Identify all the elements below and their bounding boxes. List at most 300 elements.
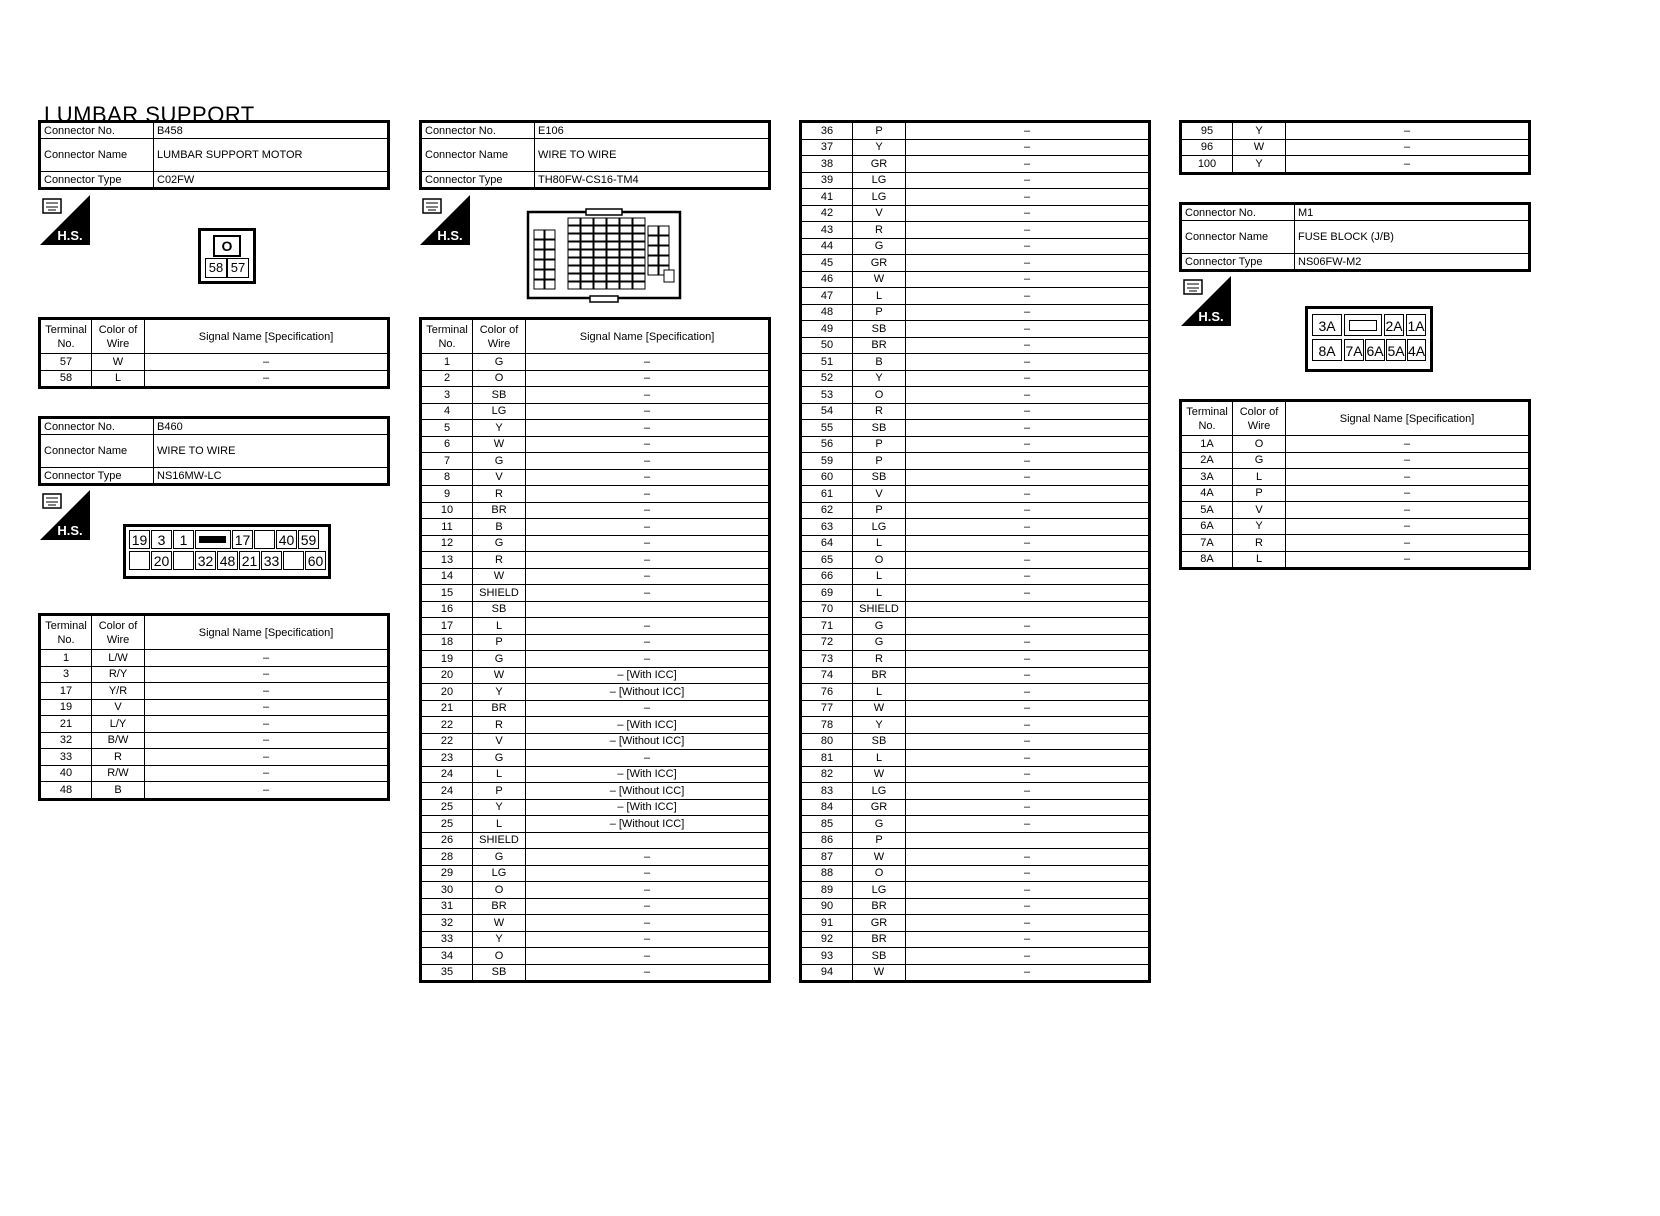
signal-cell: –: [526, 453, 770, 470]
terminal-cell: 25: [421, 816, 473, 833]
terminal-cell: 9: [421, 486, 473, 503]
connector-no: M1: [1295, 204, 1530, 221]
signal-cell: –: [1286, 436, 1530, 453]
signal-cell: –: [906, 189, 1150, 206]
signal-cell: –: [526, 898, 770, 915]
table-row: [421, 535, 770, 552]
pin-cavity: [568, 242, 580, 249]
pin-cavity: [568, 282, 580, 289]
terminal-cell: 11: [421, 519, 473, 536]
wire-color-cell: GR: [853, 156, 906, 173]
pin-cavity: [633, 226, 645, 233]
signal-cell: –: [906, 783, 1150, 800]
pin-cavity: [534, 270, 544, 279]
wire-color-cell: R/Y: [92, 666, 145, 683]
table-row: [421, 436, 770, 453]
signal-cell: –: [145, 716, 389, 733]
pin-cavity: [659, 256, 669, 265]
terminal-cell: 47: [801, 288, 853, 305]
terminal-cell: 1: [40, 650, 92, 667]
pin-cavity: [633, 266, 645, 273]
table-row: [421, 354, 770, 371]
terminal-cell: 18: [421, 634, 473, 651]
table-row: [421, 469, 770, 486]
table-row: [801, 387, 1150, 404]
pin-cavity: 2A: [1384, 314, 1404, 336]
connector-face-m1: [1305, 306, 1433, 372]
connector-name: LUMBAR SUPPORT MOTOR: [154, 139, 389, 172]
signal-cell: –: [906, 139, 1150, 156]
terminal-cell: 83: [801, 783, 853, 800]
pin-cavity: [581, 266, 593, 273]
pin-cavity: [659, 246, 669, 255]
signal-cell: –: [906, 799, 1150, 816]
signal-cell: –: [1286, 502, 1530, 519]
table-row: [801, 321, 1150, 338]
signal-cell: – [Without ICC]: [526, 684, 770, 701]
pin-cavity: [607, 234, 619, 241]
wire-color-cell: L: [1233, 469, 1286, 486]
color-of-wire-header: Color of Wire: [473, 319, 526, 354]
terminal-cell: 34: [421, 948, 473, 965]
signal-name-header: Signal Name [Specification]: [145, 615, 389, 650]
signal-cell: –: [145, 765, 389, 782]
signal-cell: –: [1286, 469, 1530, 486]
table-row: [40, 370, 389, 388]
signal-cell: –: [906, 651, 1150, 668]
table-row: [801, 931, 1150, 948]
signal-cell: –: [1286, 139, 1530, 156]
pin-cavity: [534, 240, 544, 249]
table-row: [801, 486, 1150, 503]
pin-cavity: [545, 260, 555, 269]
terminal-cell: 50: [801, 337, 853, 354]
terminal-cell: 54: [801, 403, 853, 420]
pin-cavity: 21: [239, 551, 260, 570]
table-row: [801, 948, 1150, 965]
signal-cell: –: [906, 304, 1150, 321]
terminal-cell: 3: [421, 387, 473, 404]
signal-name-header: Signal Name [Specification]: [1286, 401, 1530, 436]
pin-cavity: 4A: [1407, 339, 1426, 361]
table-row: [40, 354, 389, 371]
pin-cavity: [581, 282, 593, 289]
pin-cavity: [545, 270, 555, 279]
signal-cell: [526, 832, 770, 849]
wire-color-cell: LG: [853, 189, 906, 206]
table-row: [801, 667, 1150, 684]
terminal-cell: 14: [421, 568, 473, 585]
signal-cell: [526, 601, 770, 618]
pin-cavity: [648, 256, 658, 265]
terminal-cell: 24: [421, 766, 473, 783]
wire-color-cell: O: [853, 387, 906, 404]
lock-tab: [195, 530, 231, 549]
table-row: [801, 684, 1150, 701]
connector-info-e106: [419, 120, 771, 190]
wire-color-cell: V: [853, 205, 906, 222]
signal-cell: –: [526, 486, 770, 503]
wire-color-cell: SB: [853, 420, 906, 437]
wire-color-cell: W: [853, 271, 906, 288]
pin-cavity: [607, 242, 619, 249]
table-row: [421, 403, 770, 420]
pin-cavity: 60: [305, 551, 326, 570]
pin-cavity: [283, 551, 304, 570]
table-row: [421, 964, 770, 982]
terminal-cell: 49: [801, 321, 853, 338]
table-row: [421, 502, 770, 519]
pin-cavity: [620, 250, 632, 257]
signal-cell: –: [145, 650, 389, 667]
wire-color-cell: SB: [473, 964, 526, 982]
signal-cell: –: [145, 683, 389, 700]
table-row: [421, 420, 770, 437]
table-row: [1181, 139, 1530, 156]
wire-color-cell: W: [853, 964, 906, 982]
terminal-cell: 63: [801, 519, 853, 536]
table-row: [421, 601, 770, 618]
harness-side-icon: [40, 490, 90, 540]
terminal-cell: 74: [801, 667, 853, 684]
pin-cavity: [620, 258, 632, 265]
signal-cell: –: [906, 585, 1150, 602]
terminal-no-header: Terminal No.: [40, 615, 92, 650]
terminal-cell: 28: [421, 849, 473, 866]
signal-cell: –: [526, 882, 770, 899]
table-row: [421, 552, 770, 569]
table-row: [801, 288, 1150, 305]
table-row: [801, 403, 1150, 420]
signal-cell: –: [145, 370, 389, 388]
signal-cell: –: [906, 453, 1150, 470]
signal-cell: –: [906, 898, 1150, 915]
signal-cell: –: [906, 964, 1150, 982]
label-connector-name: Connector Name: [421, 139, 535, 172]
table-row: [40, 782, 389, 800]
signal-cell: –: [906, 337, 1150, 354]
wire-color-cell: SB: [853, 733, 906, 750]
terminal-cell: 88: [801, 865, 853, 882]
signal-cell: –: [145, 749, 389, 766]
wire-color-cell: W: [853, 849, 906, 866]
pin-cavity: [620, 242, 632, 249]
table-row: [1181, 502, 1530, 519]
signal-cell: –: [1286, 518, 1530, 535]
pin-table-e106: [419, 317, 771, 983]
pin-cavity: 33: [261, 551, 282, 570]
table-row: [421, 849, 770, 866]
signal-cell: –: [1286, 156, 1530, 174]
wire-color-cell: O: [473, 948, 526, 965]
signal-cell: –: [906, 469, 1150, 486]
terminal-cell: 76: [801, 684, 853, 701]
wire-color-cell: V: [853, 486, 906, 503]
terminal-cell: 23: [421, 750, 473, 767]
table-row: [801, 964, 1150, 982]
signal-cell: –: [526, 568, 770, 585]
wire-color-cell: O: [1233, 436, 1286, 453]
terminal-cell: 61: [801, 486, 853, 503]
wire-color-cell: B: [92, 782, 145, 800]
pin-cavity: [594, 218, 606, 225]
label-connector-no: Connector No.: [40, 418, 154, 435]
terminal-cell: 13: [421, 552, 473, 569]
table-row: [801, 436, 1150, 453]
table-row: [801, 222, 1150, 239]
table-row: [421, 585, 770, 602]
harness-side-icon: [420, 195, 470, 245]
signal-cell: –: [906, 436, 1150, 453]
wire-color-cell: L: [853, 585, 906, 602]
connector-name: WIRE TO WIRE: [154, 435, 389, 468]
pin-cavity: [568, 226, 580, 233]
wire-color-cell: GR: [853, 915, 906, 932]
signal-cell: –: [526, 865, 770, 882]
hs-label: H.S.: [437, 228, 463, 243]
signal-cell: –: [526, 403, 770, 420]
signal-cell: –: [906, 122, 1150, 140]
terminal-cell: 32: [421, 915, 473, 932]
wire-color-cell: Y: [853, 139, 906, 156]
signal-cell: –: [526, 700, 770, 717]
pin-cavity: [633, 274, 645, 281]
signal-cell: –: [906, 915, 1150, 932]
table-row: [421, 799, 770, 816]
table-row: [801, 915, 1150, 932]
table-row: [801, 271, 1150, 288]
table-row: [421, 865, 770, 882]
terminal-cell: 15: [421, 585, 473, 602]
pin-cavity: [607, 250, 619, 257]
pin-cavity: [648, 236, 658, 245]
table-row: [801, 205, 1150, 222]
table-row: [1181, 469, 1530, 486]
pin-cavity: [620, 266, 632, 273]
pin-cavity: 40: [276, 530, 297, 549]
wire-color-cell: G: [853, 618, 906, 635]
wire-color-cell: R: [473, 552, 526, 569]
pin-cavity: [545, 250, 555, 259]
signal-cell: –: [526, 651, 770, 668]
terminal-cell: 69: [801, 585, 853, 602]
connector-name: FUSE BLOCK (J/B): [1295, 221, 1530, 254]
terminal-cell: 5: [421, 420, 473, 437]
terminal-cell: 44: [801, 238, 853, 255]
signal-cell: –: [906, 486, 1150, 503]
signal-cell: –: [906, 717, 1150, 734]
pin-cavity: [594, 242, 606, 249]
terminal-cell: 31: [421, 898, 473, 915]
wire-color-cell: G: [473, 651, 526, 668]
signal-cell: –: [906, 667, 1150, 684]
pin-cavity: [534, 230, 544, 239]
wire-color-cell: B: [473, 519, 526, 536]
table-row: [421, 700, 770, 717]
table-row: [801, 502, 1150, 519]
terminal-cell: 6A: [1181, 518, 1233, 535]
harness-side-icon: [1181, 276, 1231, 326]
terminal-cell: 8A: [1181, 551, 1233, 569]
terminal-cell: 19: [40, 699, 92, 716]
terminal-cell: 4: [421, 403, 473, 420]
terminal-cell: 1A: [1181, 436, 1233, 453]
signal-cell: –: [906, 420, 1150, 437]
signal-cell: –: [906, 370, 1150, 387]
hs-label: H.S.: [57, 523, 83, 538]
signal-cell: –: [906, 568, 1150, 585]
signal-cell: –: [906, 700, 1150, 717]
wire-color-cell: G: [473, 849, 526, 866]
wire-color-cell: Y: [853, 370, 906, 387]
signal-cell: – [With ICC]: [526, 799, 770, 816]
wire-color-cell: W: [473, 568, 526, 585]
table-row: [421, 717, 770, 734]
wire-color-cell: P: [473, 783, 526, 800]
pin-table-e106-continued: [1179, 120, 1531, 175]
terminal-cell: 7A: [1181, 535, 1233, 552]
pin-cavity: [545, 230, 555, 239]
pin-cavity: [534, 260, 544, 269]
wire-color-cell: SHIELD: [473, 832, 526, 849]
wire-color-cell: G: [473, 535, 526, 552]
wire-color-cell: LG: [473, 403, 526, 420]
wire-color-cell: LG: [853, 172, 906, 189]
hs-label: H.S.: [1198, 309, 1224, 324]
table-row: [421, 766, 770, 783]
pin-cavity: 1A: [1406, 314, 1426, 336]
table-row: [421, 750, 770, 767]
pin-cavity: [620, 226, 632, 233]
signal-cell: – [Without ICC]: [526, 816, 770, 833]
table-row: [801, 651, 1150, 668]
wire-color-cell: L: [853, 750, 906, 767]
wire-color-cell: L: [853, 535, 906, 552]
table-row: [40, 683, 389, 700]
wire-color-cell: Y: [1233, 156, 1286, 174]
wire-color-cell: W: [853, 700, 906, 717]
table-row: [421, 733, 770, 750]
terminal-cell: 2A: [1181, 452, 1233, 469]
wire-color-cell: W: [92, 354, 145, 371]
pin-cavity: [633, 234, 645, 241]
table-row: [40, 716, 389, 733]
pin-cavity: 48: [217, 551, 238, 570]
wire-color-cell: W: [1233, 139, 1286, 156]
table-row: [421, 882, 770, 899]
terminal-cell: 1: [421, 354, 473, 371]
table-row: [1181, 436, 1530, 453]
wire-color-cell: V: [1233, 502, 1286, 519]
terminal-cell: 42: [801, 205, 853, 222]
wire-color-cell: R: [473, 717, 526, 734]
table-row: [40, 699, 389, 716]
terminal-cell: 78: [801, 717, 853, 734]
terminal-cell: 36: [801, 122, 853, 140]
table-row: [421, 453, 770, 470]
terminal-cell: 85: [801, 816, 853, 833]
table-row: [801, 189, 1150, 206]
wire-color-cell: SB: [473, 601, 526, 618]
terminal-cell: 37: [801, 139, 853, 156]
wire-color-cell: BR: [853, 931, 906, 948]
pin-cavity: [581, 258, 593, 265]
pin-cavity: 19: [129, 530, 150, 549]
table-row: [801, 255, 1150, 272]
signal-cell: –: [906, 271, 1150, 288]
wire-color-cell: L: [92, 370, 145, 388]
terminal-cell: 43: [801, 222, 853, 239]
label-connector-no: Connector No.: [1181, 204, 1295, 221]
terminal-cell: 57: [40, 354, 92, 371]
terminal-cell: 65: [801, 552, 853, 569]
terminal-cell: 17: [421, 618, 473, 635]
connector-info-b460: [38, 416, 390, 486]
wire-color-cell: O: [853, 552, 906, 569]
wire-color-cell: L: [473, 766, 526, 783]
table-row: [801, 469, 1150, 486]
table-row: [421, 519, 770, 536]
pin-cavity: [648, 246, 658, 255]
terminal-cell: 84: [801, 799, 853, 816]
pin-cavity: [607, 258, 619, 265]
terminal-cell: 33: [421, 931, 473, 948]
signal-cell: –: [906, 321, 1150, 338]
connector-face-e106: [526, 208, 682, 304]
signal-cell: –: [906, 948, 1150, 965]
wire-color-cell: Y: [473, 799, 526, 816]
pin-cavity: [568, 250, 580, 257]
label-connector-no: Connector No.: [40, 122, 154, 139]
signal-cell: –: [906, 684, 1150, 701]
wire-color-cell: Y: [473, 684, 526, 701]
terminal-cell: 35: [421, 964, 473, 982]
pin-cavity: [633, 242, 645, 249]
terminal-cell: 59: [801, 453, 853, 470]
label-connector-type: Connector Type: [1181, 254, 1295, 271]
signal-cell: – [Without ICC]: [526, 733, 770, 750]
signal-cell: –: [526, 354, 770, 371]
signal-cell: –: [906, 172, 1150, 189]
pin-cavity: 7A: [1344, 339, 1364, 361]
table-row: [801, 453, 1150, 470]
signal-cell: –: [526, 915, 770, 932]
signal-cell: –: [1286, 551, 1530, 569]
wire-color-cell: L: [853, 684, 906, 701]
terminal-cell: 95: [1181, 122, 1233, 140]
signal-name-header: Signal Name [Specification]: [526, 319, 770, 354]
signal-cell: –: [906, 288, 1150, 305]
terminal-cell: 71: [801, 618, 853, 635]
signal-cell: –: [145, 732, 389, 749]
terminal-cell: 22: [421, 733, 473, 750]
signal-cell: –: [906, 387, 1150, 404]
terminal-cell: 38: [801, 156, 853, 173]
terminal-cell: 32: [40, 732, 92, 749]
label-connector-no: Connector No.: [421, 122, 535, 139]
signal-cell: –: [1286, 122, 1530, 140]
pin-table-b458: [38, 317, 390, 389]
table-row: [801, 156, 1150, 173]
wire-color-cell: L/W: [92, 650, 145, 667]
table-row: [801, 370, 1150, 387]
signal-cell: –: [526, 552, 770, 569]
pin-cavity: 8A: [1312, 339, 1342, 361]
label-connector-type: Connector Type: [40, 172, 154, 189]
terminal-cell: 21: [40, 716, 92, 733]
wire-color-cell: LG: [853, 783, 906, 800]
table-row: [1181, 551, 1530, 569]
